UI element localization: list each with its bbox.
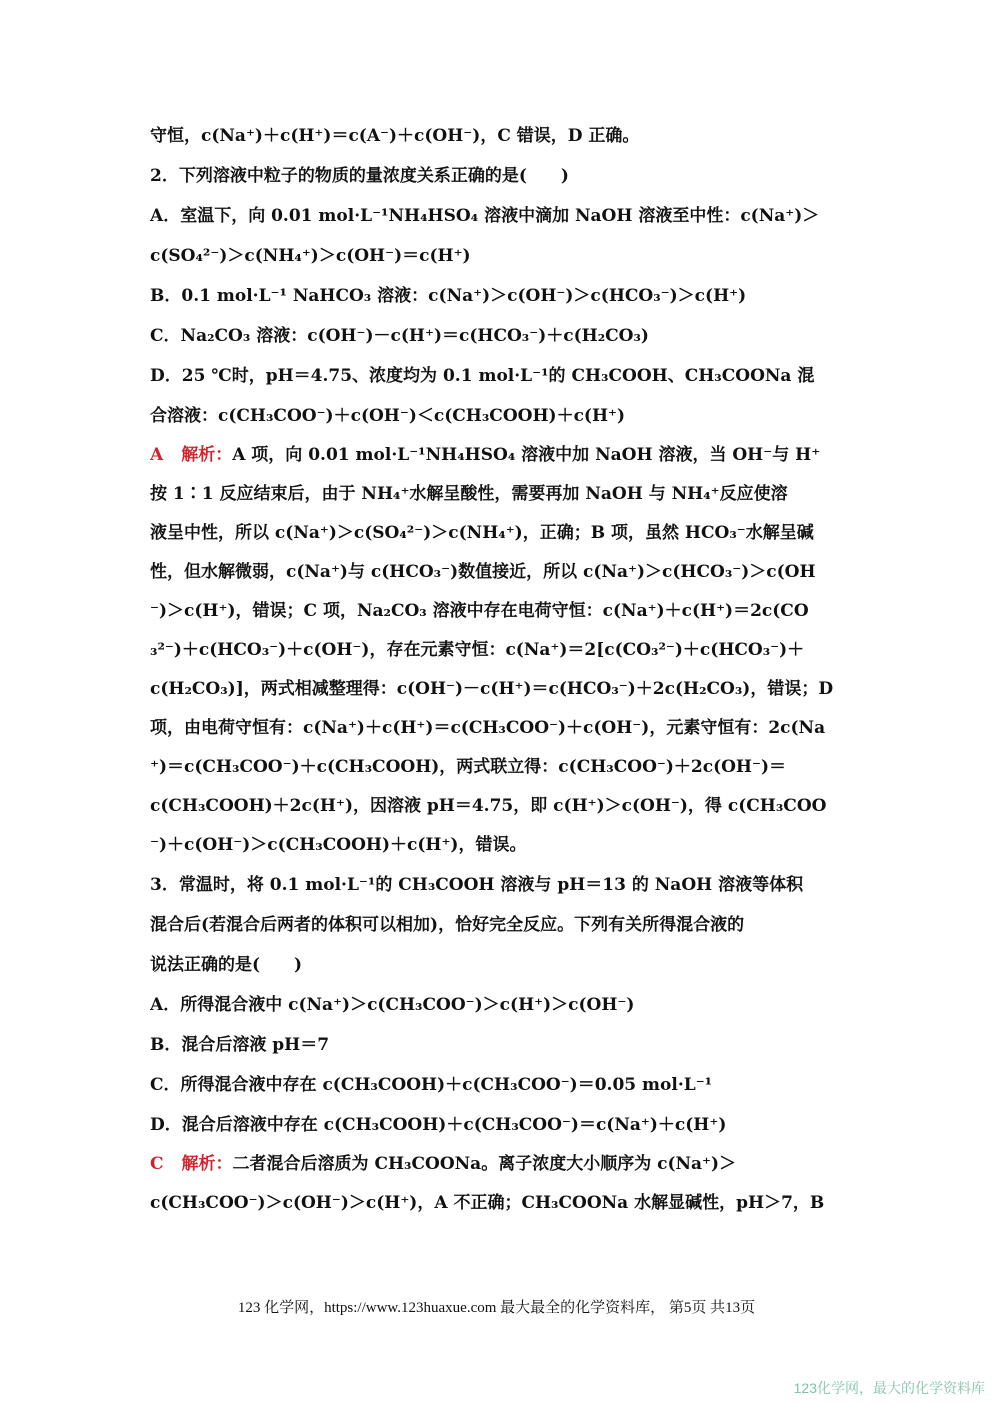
- answer-2-first-line: [150, 1145, 866, 1184]
- text-line: 守恒，c(Na⁺)＋c(H⁺)＝c(A⁻)＋c(OH⁻)，C 错误，D 正确。: [150, 126, 640, 146]
- q3-option-b: B．混合后溶液 pH＝7: [150, 1035, 330, 1055]
- analysis-line: ⁻)＞c(H⁺)，错误；C 项，Na₂CO₃ 溶液中存在电荷守恒：c(Na⁺)＋c(H⁺)＝2c(CO: [150, 601, 809, 621]
- q3-option-a: A．所得混合液中 c(Na⁺)＞c(CH₃COO⁻)＞c(H⁺)＞c(OH⁻): [150, 995, 635, 1015]
- option-d-line-2: 合溶液：c(CH₃COO⁻)＋c(OH⁻)＜c(CH₃COOH)＋c(H⁺): [150, 406, 626, 426]
- page-content: [150, 116, 866, 1223]
- question-3-stem-line-3: 说法正确的是( ): [150, 955, 303, 975]
- option-c: C．Na₂CO₃ 溶液：c(OH⁻)－c(H⁺)＝c(HCO₃⁻)＋c(H₂CO₃): [150, 326, 649, 346]
- analysis-heading: 解析：: [181, 445, 233, 465]
- option-d-line-1: D．25 ℃时，pH＝4.75、浓度均为 0.1 mol·L⁻¹的 CH₃COOH、CH₃COONa 混: [150, 366, 815, 386]
- answer-label: A: [150, 445, 164, 465]
- analysis-text: A 项，向 0.01 mol·L⁻¹NH₄HSO₄ 溶液中加 NaOH 溶液，当 OH⁻与 H⁺: [232, 445, 821, 465]
- site-watermark: 123化学网，最大的化学资料库: [793, 1380, 985, 1396]
- analysis-line: ⁻)＋c(OH⁻)＞c(CH₃COOH)＋c(H⁺)，错误。: [150, 835, 527, 855]
- page-footer: 123 化学网，https://www.123huaxue.com 最大最全的化学资料库， 第5页 共13页: [237, 1300, 756, 1316]
- question-2-stem: 2．下列溶液中粒子的物质的量浓度关系正确的是( ): [150, 166, 569, 186]
- option-a-line-2: c(SO₄²⁻)＞c(NH₄⁺)＞c(OH⁻)＝c(H⁺): [150, 246, 471, 266]
- analysis-line: c(CH₃COO⁻)＞c(OH⁻)＞c(H⁺)，A 不正确；CH₃COONa 水解显碱性，pH＞7，B: [150, 1193, 825, 1213]
- answer-label: C: [150, 1154, 164, 1174]
- analysis-line: ⁺)＝c(CH₃COO⁻)＋c(CH₃COOH)，两式联立得：c(CH₃COO⁻)＋2c(OH⁻)＝: [150, 757, 787, 777]
- analysis-line: 液呈中性，所以 c(Na⁺)＞c(SO₄²⁻)＞c(NH₄⁺)，正确；B 项，虽然 HCO₃⁻水解呈碱: [150, 523, 814, 543]
- analysis-line: ₃²⁻)＋c(HCO₃⁻)＋c(OH⁻)，存在元素守恒：c(Na⁺)＝2[c(CO₃²⁻)＋c(HCO₃⁻)＋: [150, 640, 805, 660]
- q3-option-c: C．所得混合液中存在 c(CH₃COOH)＋c(CH₃COO⁻)＝0.05 mol·L⁻¹: [150, 1075, 713, 1095]
- analysis-text: 二者混合后溶质为 CH₃COONa。离子浓度大小顺序为 c(Na⁺)＞: [232, 1154, 737, 1174]
- option-b: B．0.1 mol·L⁻¹ NaHCO₃ 溶液：c(Na⁺)＞c(OH⁻)＞c(HCO₃⁻)＞c(H⁺): [150, 286, 747, 306]
- option-a-line-1: A．室温下，向 0.01 mol·L⁻¹NH₄HSO₄ 溶液中滴加 NaOH 溶液至中性：c(Na⁺)＞: [150, 206, 820, 226]
- question-3-stem-line-2: 混合后(若混合后两者的体积可以相加)，恰好完全反应。下列有关所得混合液的: [150, 915, 745, 935]
- answer-1-first-line: [150, 436, 866, 475]
- question-3-stem-line-1: 3．常温时，将 0.1 mol·L⁻¹的 CH₃COOH 溶液与 pH＝13 的 NaOH 溶液等体积: [150, 875, 804, 895]
- analysis-heading: 解析：: [181, 1154, 233, 1174]
- q3-option-d: D．混合后溶液中存在 c(CH₃COOH)＋c(CH₃COO⁻)＝c(Na⁺)＋c(H⁺): [150, 1115, 727, 1135]
- analysis-line: 按 1∶1 反应结束后，由于 NH₄⁺水解呈酸性，需要再加 NaOH 与 NH₄⁺反应使溶: [150, 484, 788, 504]
- analysis-line: c(CH₃COOH)＋2c(H⁺)，因溶液 pH＝4.75，即 c(H⁺)＞c(OH⁻)，得 c(CH₃COO: [150, 796, 827, 816]
- analysis-line: c(H₂CO₃)]，两式相减整理得：c(OH⁻)－c(H⁺)＝c(HCO₃⁻)＋2c(H₂CO₃)，错误；D: [150, 679, 834, 699]
- analysis-line: 项，由电荷守恒有：c(Na⁺)＋c(H⁺)＝c(CH₃COO⁻)＋c(OH⁻)，元素守恒有：2c(Na: [150, 718, 826, 738]
- analysis-line: 性，但水解微弱，c(Na⁺)与 c(HCO₃⁻)数值接近，所以 c(Na⁺)＞c(HCO₃⁻)＞c(OH: [150, 562, 816, 582]
